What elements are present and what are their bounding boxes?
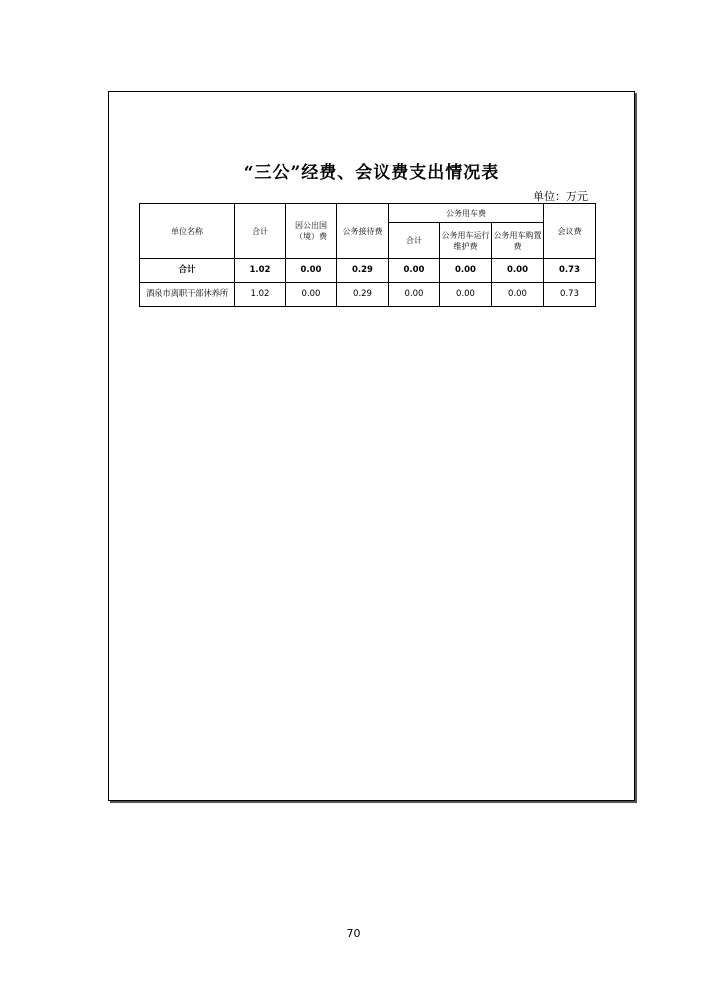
header-reception: 公务接待费 [337,204,389,259]
row-total: 1.02 [235,283,286,307]
row-vehicle-purchase: 0.00 [492,283,544,307]
row-vehicle-operation: 0.00 [440,259,492,283]
header-meeting: 会议费 [544,204,596,259]
header-vehicle-operation: 公务用车运行维护费 [440,223,492,259]
row-vehicle-purchase: 0.00 [492,259,544,283]
row-reception: 0.29 [337,259,389,283]
unit-label: 单位：万元 [533,190,588,203]
header-vehicle-purchase: 公务用车购置费 [492,223,544,259]
row-vehicle-total: 0.00 [389,259,440,283]
table-row-total [140,259,596,283]
header-unit-name: 单位名称 [140,204,235,259]
row-overseas: 0.00 [286,283,337,307]
row-vehicle-operation: 0.00 [440,283,492,307]
header-total: 合计 [235,204,286,259]
page-number: 70 [346,927,361,940]
row-reception: 0.29 [337,283,389,307]
header-vehicle-total: 合计 [389,223,440,259]
page-frame [108,91,635,801]
table-title: “三公”经费、会议费支出情况表 [243,163,500,183]
table-row [140,283,596,307]
header-row-1 [140,204,596,223]
row-total: 1.02 [235,259,286,283]
row-meeting: 0.73 [544,259,596,283]
header-overseas: 因公出国（境）费 [286,204,337,259]
row-overseas: 0.00 [286,259,337,283]
header-vehicle-group: 公务用车费 [389,204,544,223]
row-name: 酒泉市离职干部休养所 [140,283,235,307]
expense-table [139,203,596,307]
row-vehicle-total: 0.00 [389,283,440,307]
row-name: 合计 [140,259,235,283]
row-meeting: 0.73 [544,283,596,307]
